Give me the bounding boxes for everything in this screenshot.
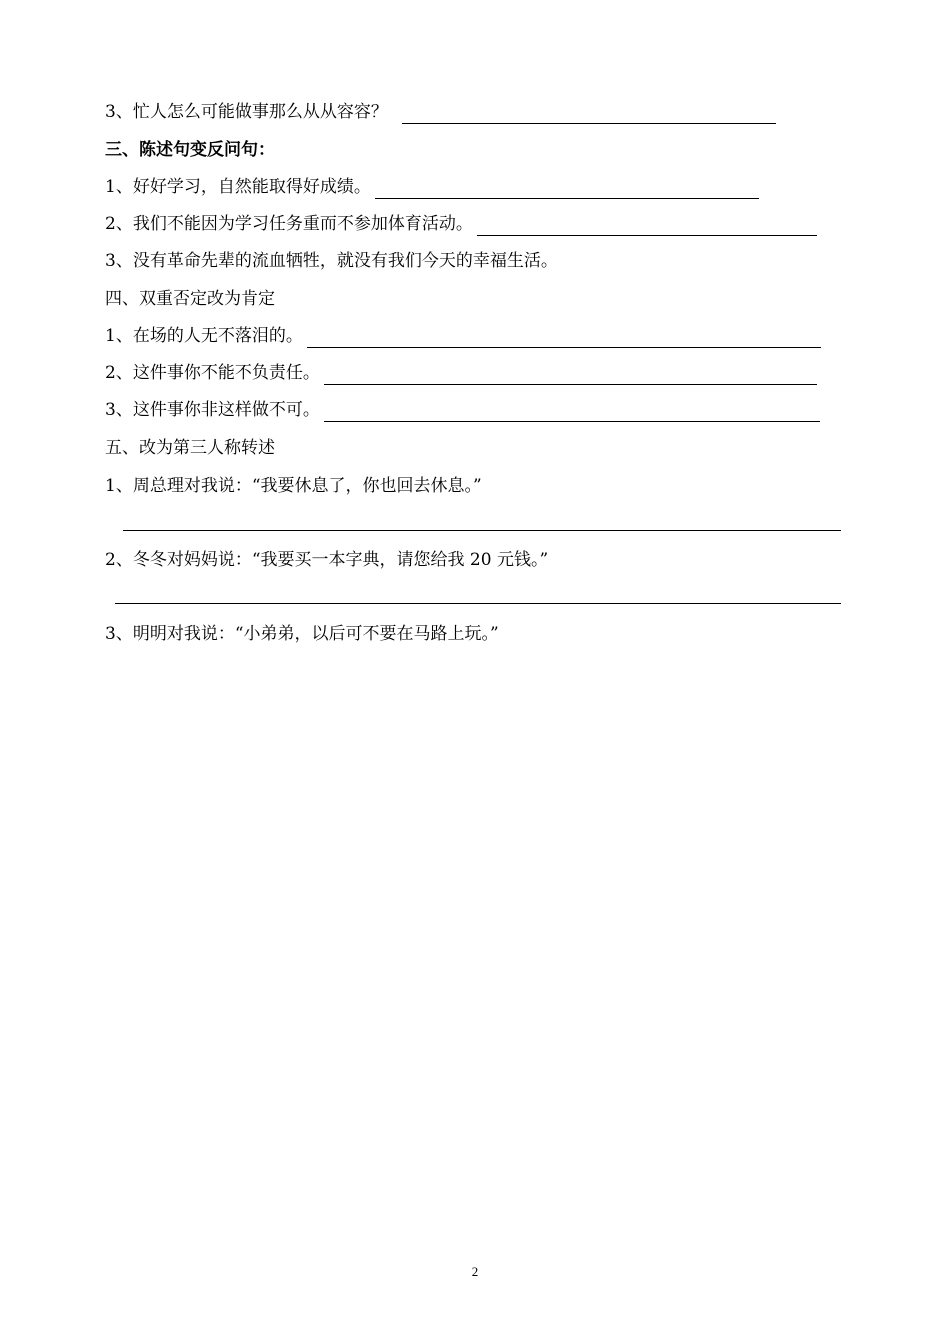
question-text: 3、这件事你非这样做不可。 — [105, 400, 320, 420]
question-s3-q3 — [105, 249, 558, 273]
answer-blank[interactable] — [402, 105, 776, 124]
question-s5-q1 — [105, 474, 482, 498]
question-text: 2、我们不能因为学习任务重而不参加体育活动。 — [105, 214, 473, 234]
question-text: 1、周总理对我说：“我要休息了，你也回去休息。” — [105, 476, 482, 496]
question-s3-q1 — [105, 175, 759, 199]
answer-blank[interactable] — [324, 366, 817, 385]
answer-blank[interactable] — [375, 180, 759, 199]
question-text: 2、这件事你不能不负责任。 — [105, 363, 320, 383]
question-s4-q2 — [105, 361, 817, 385]
answer-line[interactable] — [115, 603, 841, 604]
question-text: 3、没有革命先辈的流血牺牲，就没有我们今天的幸福生活。 — [105, 251, 558, 271]
answer-blank[interactable] — [307, 329, 821, 348]
question-text: 2、冬冬对妈妈说：“我要买一本字典，请您给我 20 元钱。” — [105, 550, 549, 570]
page-number: 2 — [471, 1264, 479, 1279]
section-4-title: 四、双重否定改为肯定 — [105, 289, 275, 309]
answer-line[interactable] — [123, 530, 841, 531]
question-text: 3、明明对我说：“小弟弟，以后可不要在马路上玩。” — [105, 624, 499, 644]
section-3-title: 三、陈述句变反问句： — [105, 140, 275, 160]
question-text: 3、忙人怎么可能做事那么从从容容？ — [105, 102, 388, 122]
section-5-title: 五、改为第三人称转述 — [105, 438, 275, 458]
question-s2-q3 — [105, 100, 776, 124]
question-text: 1、好好学习，自然能取得好成绩。 — [105, 177, 371, 197]
answer-blank[interactable] — [477, 217, 817, 236]
question-s5-q2 — [105, 548, 548, 572]
answer-blank[interactable] — [324, 403, 820, 422]
question-s4-q3 — [105, 398, 820, 422]
question-s3-q2 — [105, 212, 817, 236]
question-s5-q3 — [105, 622, 499, 646]
question-s4-q1 — [105, 324, 821, 348]
question-text: 1、在场的人无不落泪的。 — [105, 326, 303, 346]
